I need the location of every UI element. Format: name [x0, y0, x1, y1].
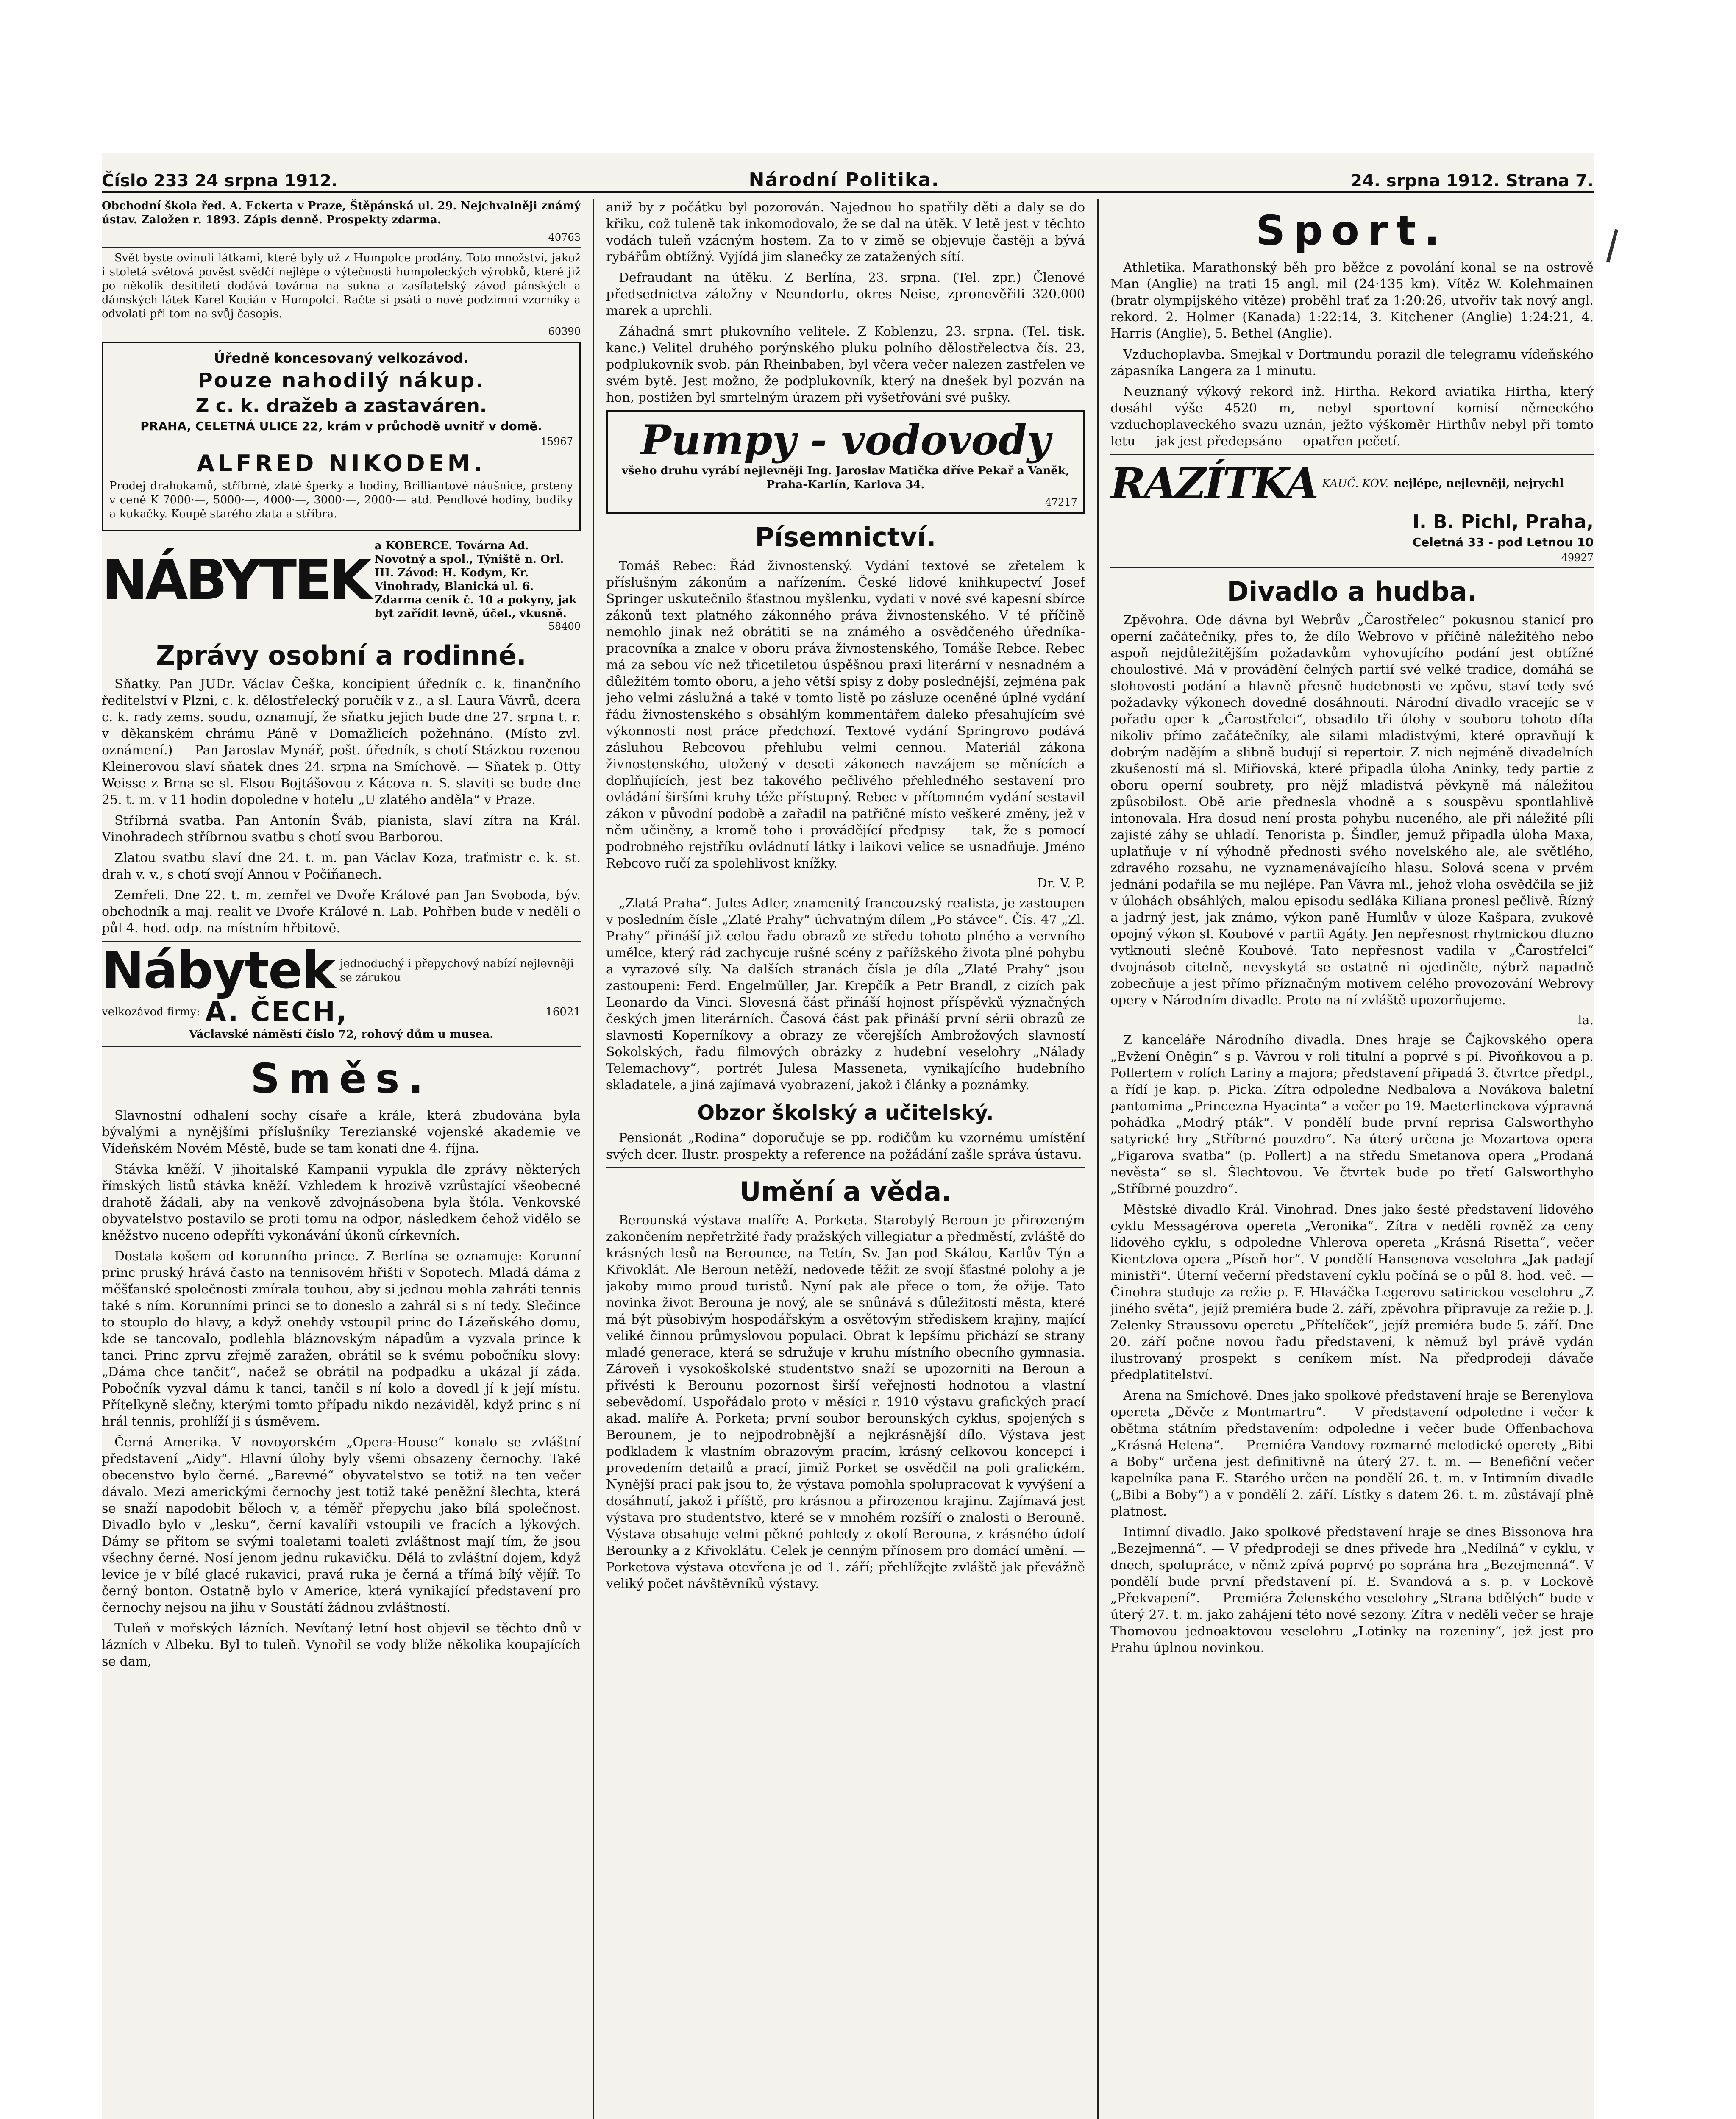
ad2-addr: Václavské náměstí číslo 72, rohový dům u musea.: [189, 1028, 494, 1041]
section-heading-sport: Sport.: [1256, 207, 1448, 254]
ad-school: [102, 199, 581, 243]
section-heading-misc: Směs.: [250, 1055, 432, 1102]
column-2: [606, 199, 1085, 2119]
theater-paragraph: Z kanceláře Národního divadla. Dnes hraje se Čajkovského opera „Evžení Oněgin“ s p. Vávrou v roli titulní a poprvé s pí. Pivoňkovou a p. Pollertem v rolích Lariny a majora; představení připadá 3. čtvrtce předpl., a řídí je kap. p. Picka. Zítra odpoledne Nedbalova a Novákova baletní pantomima „Princezna Hyacinta“ a večer po 19. Maeterlinckova výpravná pohádka „Modrý pták“. V pondělí bude první reprisa Galsworthyho satyrické hry „Stříbrné pouzdro“. Na úterý určena je Mozartova opera „Figarova svatba“ (p. Pollert) a na středu Smetanova opera „Prodaná nevěsta“ se sl. Šlechtovou. Ve čtvrtek bude po třetí Galsworthyho „Stříbrné pouzdro“.: [1110, 1033, 1594, 1196]
ad-number: 58400: [548, 620, 581, 632]
newspaper-page: [102, 153, 1594, 2119]
theater-paragraph: Zpěvohra. Ode dávna byl Webrův „Čarostřelec“ pokusnou stanicí pro operní začátečníky, přes to, že dílo Webrovo v příčině náležitého nebo aspoň nejdůležitějším požadavkům vyhovujícího podání jest obtížné choulostivé. Má v provádění čelných partií své velké tradice, domáhá se slohovosti podání a hlavně přesně hudebnosti ve zpěvu, staví tedy své požadavky výkonech dovedné dosáhnouti. Národní divadlo vracejíc se v pořadu oper k „Čarostřelci“, obsadilo tři úlohy v souboru tohoto díla nikoliv přímo začátečníky, ale silami mladistvými, které opravňují k dobrým nadějím a slibně budují si repertoir. Z nich nejméně divadelních zkušeností má sl. Miřiovská, které připadla úloha Aninky, tedy partie z oboru operní soubrety, pro nějž mladistvá pěvkyně má náležitou způsobilost. Obě arie přednesla vhodně a s souspěvu spontlahlivě intonovala. Hra dosud není prosta pohybu nuceného, ale při náležité píli zajisté záhy se uhladí. Tenorista p. Šindler, jemuž připadla úloha Maxa, uplatňuje v ní výhodně přednosti svého novelského ale, ale světlého, zdravého rozsahu, ne vyznamenávajícího hlasu. Solová scena v prvém jednání podařila se mu nejlépe. Pan Vávra ml., jehož vloha osvědčila se již v úlohách obsáhlých, malou episodu sedláka Kiliana pronesl pečlivě. Řízný a jadrný jest, jak známo, výkon paně Humlův v úloze Kašpara, zvukově opojný výkon sl. Koubové v partii Agáty. Jen nepřesnost rhytmickou dluzno vytknouti slečně Koubové. Tato nepřesnost vadila v „Čarostřelci“ dvojnásob citelně, nevyskytá se ostatně ni ojediněle, nýbrž napadně zobecňuje a jest přímo příznačným motivem celého provozování Webrovy opery v Národním divadle. Proto na ní zvláště upozorňujeme.: [1110, 613, 1594, 1008]
ad-furniture-text: a KOBERCE. Továrna Ad. Novotný a spol., Týniště n. Orl. III. Závod: H. Kodym, Kr. Vinohrady, Blanická ul. 6. Zdarma ceník č. 10 a pokyny, jak byt zařídit levně, účel., vkusně.: [374, 539, 577, 620]
family-paragraph: Zemřeli. Dne 22. t. m. zemřel ve Dvoře Králové pan Jan Svoboda, býv. obchodník a maj. realit ve Dvoře Králové n. Lab. Pohřben bude v neděli o půl 4. hod. odp. na místním hřbitově.: [102, 888, 581, 936]
theater-paragraph: Městské divadlo Král. Vinohrad. Dnes jako šesté představení lidového cyklu Messagérova opereta „Veronika“. Zítra v neděli rovněž za ceny lidového cyklu, s odpoledne Vhlerova opereta „Krásná Risetta“, večer Kientzlova opera „Píseň hor“. V pondělí Hansenova veselohra „Jak padají ministři“. Úterní večerní představení cyklu počíná se o půl 8. hod. več. — Činohra studuje za režie p. F. Hlaváčka Legerovu satirickou veselohru „Z jiného světa“, jejíž premiéra bude 2. září, zpěvohra připravuje za režie p. J. Zelenky Straussovu operetu „Přítelíček“, jejíž premiéra bude 5. září. Dne 20. září počne novou řadu představení, k němuž byl právě vydán ilustrovaný prospekt s ceníkem míst. Na předprodeji dávače předplatitelství.: [1110, 1202, 1594, 1382]
column-rule: [1097, 199, 1099, 2119]
ad2-firm-pre: velkozávod firmy:: [102, 1005, 200, 1018]
ad-stamp-title: RAZÍTKA: [1110, 459, 1317, 509]
sport-paragraph: Neuznaný výkový rekord inž. Hirtha. Rekord aviatika Hirtha, který dosáhl výše 4520 m, nebyl sportovní komisí německého vzduchoplaveckého svazu uznán, ježto výškoměr Hirthův nebyl při tomto letu — jak jest předepsáno — opatřen pečetí.: [1110, 384, 1594, 449]
family-paragraph: Sňatky. Pan JUDr. Václav Češka, koncipient úředník c. k. finančního ředitelství v Plzni, c. k. dělostřelecký poručík v z., a sl. Laura Vávrů, dcera c. k. rady zems. soudu, oznamují, že sňatku jejich bude dne 27. srpna t. r. v děkanském chrámu Páně v Domažlicích požehnáno. (Místo zvl. oznámení.) — Pan Jaroslav Mynář, pošt. úředník, s chotí Stázkou rozenou Kleinerovou slaví sňatek dnes 24. srpna na Smíchově. — Sňatek p. Otty Weisse z Brna se sl. Elsou Bojtášovou z Kácova n. S. slaviti se bude dne 25. t. m. v 11 hodin dopoledne v hotelu „U zlatého anděla“ v Praze.: [102, 677, 581, 807]
news-paragraph: Defraudant na útěku. Z Berlína, 23. srpna. (Tel. zpr.) Členové předsednictva záložny v Neundorfu, okres Neise, zpronevěřili 320.000 marek a uprchli.: [606, 270, 1085, 318]
misc-paragraph: Slavnostní odhalení sochy císaře a krále, která zbudována byla bývalými a nynějšími příslušníky Terezianské vojenské akademie ve Vídeňském Novém Městě, bude se tam konati dne 4. října.: [102, 1108, 581, 1156]
ad-fabric-text: Svět byste ovinuli látkami, které byly už z Humpolce prodány. Toto množství, jakož i stoletá světová pověst svědčí nejlépe o výtečnosti humpoleckých výrobků, které již po několik desítiletí dodává továrna na sukna a zasílatelský závod pánských a dámských látek Karel Kocián v Humpolci. Račte si psáti o nové podzimní vzorníky a odvolati při tom na svůj časopis.: [102, 252, 581, 320]
sport-paragraph: Vzduchoplavba. Smejkal v Dortmundu porazil dle telegramu vídeňského zápasníka Langera za 1 minutu.: [1110, 347, 1594, 378]
ad-auction-line-1: Úředně koncesovaný velkozávod.: [214, 350, 469, 366]
divider: [102, 1046, 581, 1047]
theater-signature: —la.: [1565, 1013, 1594, 1028]
family-paragraph: Zlatou svatbu slaví dne 24. t. m. pan Václav Koza, traťmistr c. k. st. drah v. v., s chotí svojí Annou v Počiňanech.: [102, 851, 581, 882]
section-heading-art: Umění a věda.: [740, 1176, 951, 1207]
section-heading-family: Zprávy osobní a rodinné.: [156, 640, 526, 671]
column-rule: [593, 199, 594, 2119]
divider: [1110, 567, 1594, 568]
theater-paragraph: Arena na Smíchově. Dnes jako spolkové představení hraje se Berenylova opereta „Děvče z Montmartru“. — V představení odpoledne i večer k obětma státním představením: odpoledne i večer bude Offenbachova „Krásná Helena“. — Premiéra Vandovy rozmarné melodické operety „Bibi a Boby“ určena jest definitivně na úterý 27. t. m. — Benefiční večer kapelníka pana E. Starého určen na pondělí 26. t. m. v Intimním divadle („Bibi a Boby“) a v pondělí 2. září. Lístky s datem 26. t. m. zůstávají plně platnost.: [1110, 1388, 1594, 1519]
theater-paragraph: Intimní divadlo. Jako spolkové představení hraje se dnes Bissonova hra „Bezejmenná“. — V předprodeji se dnes přivede hra „Nedílná“ v cyklu, v dnech, spolupráce, v němž zpívá poprvé po soprána hra „Bezejmenná“. V pondělí bude první představení pí. E. Svandová a s. p. v Lockově „Překvapení“. — Premiéra Želenského veselohry „Strana bdělých“ bude v úterý 27. t. m. jako zahájení této nové sezony. Zítra v neděli večer se hraje Thomovou jednoaktovou veselohru „Lotinky na rozeniny“, jež jest pro Prahu úplnou novinkou.: [1110, 1525, 1594, 1655]
ad-number: 40763: [548, 231, 581, 243]
ad-furniture-title: NÁBYTEK: [102, 548, 370, 612]
misc-paragraph: Černá Amerika. V novoyorském „Opera-House“ konalo se zvláštní představení „Aidy“. Hlavní úlohy byly všemi obsazeny černochy. Také obecenstvo bylo černé. „Barevné“ obyvatelstvo se totiž na ten večer dávalo. Mezi americkými černochy jest totiž také peněžní šlechta, která se snaží napodobit běloch v, a téměř přepychu jako bílá společnost. Divadlo bylo v „lesku“, černí kavalíři vstoupili ve fracích a lýkových. Dámy se přitom se svými toaletami toaleti zvláštnost mají tím, že jsou všechny černé. Nosí jenom jednu rukavičku. Dělá to zvláštní dojem, když levice je v bílé glacé rukavici, pravá ruka je černá a třímá bílý vějíř. To černý bonton. Ostatně bylo v Americe, která vynikající představení pro černochy nejsou na jihu v Soustátí žádnou zvláštností.: [102, 1435, 581, 1615]
ad-number: 47217: [1045, 496, 1077, 508]
lit-signature: Dr. V. P.: [1037, 876, 1085, 891]
family-paragraph: Stříbrná svatba. Pan Antonín Šváb, pianista, slaví zítra na Král. Vinohradech stříbrnou svatbu s chotí svou Barborou.: [102, 813, 581, 845]
ad-number: 49927: [1561, 552, 1594, 564]
misc-paragraph: Dostala košem od korunního prince. Z Berlína se oznamuje: Korunní princ pruský hrává často na tennisovém hřišti v Sopotech. Mladá dáma z měšťanské společnosti zmírala touhou, aby si jednou mohla zahráti tennis také s ním. Korunními princi se to doneslo a zahrál si s ní tedy. Slečince to stouplo do hlavy, a když onehdy vstoupil princ do Lázeňského domu, kde se tancovalo, podlehla bláznovským nápadům a vyzvala prince k tanci. Princ zprvu zřejmě zaražen, obrátil se k svému pobočníku slovy: „Dáma chce tančit“, načež se obrátil na podpadku a ukázal jí záda. Pobočník vyzval dámu k tanci, tančil s ní kolo a dovedl jí k její místu. Přítelkyně slečny, kterými tomto případu nikdo nezáviděl, když princ s ní hrál tennis, prohlíží ji s úsměvem.: [102, 1249, 581, 1429]
lit-paragraph: Tomáš Rebec: Řád živnostenský. Vydání textové se zřetelem k příslušným zákonům a nařízením. České lidové knihkupectví Josef Springer uskutečnilo šťastnou myšlenku, vydati v nové své kapesní sbírce zákonů text platného zákonného práva živnostenského. V té příčině nemohlo jinak než obrátiti se na známého a osvědčeného úředníka-pracovníka a znalce v oboru práva živnostenského, Tomáše Rebce. Rebec má za sebou víc než třicetiletou úspěšnou praxi literární v nesnadném a důležitém tomto oboru, a jeho větší spisy z doby poslednější, zejména pak jeho velmi záslužná a také v tomto listě po zásluze oceněné úplné vydání řádu živnostenského s obsáhlým kommentářem daleko přesahujícím své výkonnosti nost práce předchozí. Textové vydání Springrovo podává zásluhou Rebcovou přehlubu velmi cennou. Materiál zákona živnostenského, uložený v deseti zákonech navzájem se měnících a doplňujících, jest bez takového pečlivého přehledného sestavení pro ovládání širšími kruhy téže přístupný. Rebec v přítomném vydání sestavil zákon v původní podobě a zařadil na patřičné místo veškeré změny, jež v něm učiněny, a kromě toho i provádějící předpisy — tak, že s pomocí podrobného rejstříku ovládnutí látky i laikovi velice se usnadňuje. Jméno Rebcovo ručí za spolehlivost knížky.: [606, 559, 1085, 871]
header-page: 24. srpna 1912. Strana 7.: [1350, 171, 1594, 191]
ad-auction: [102, 342, 581, 531]
ad-stamp-firm: I. B. Pichl, Praha,: [1412, 511, 1594, 533]
header-issue: Číslo 233 24 srpna 1912.: [102, 171, 338, 191]
masthead-title: Národní Politika.: [748, 169, 940, 191]
page-header: [102, 153, 1594, 193]
ad-pumps-text: všeho druhu vyrábí nejlevněji Ing. Jaroslav Matička dříve Pekař a Vaněk, Praha-Karlín, Karlova 34.: [621, 464, 1070, 491]
ad-number: 16021: [545, 1005, 581, 1018]
divider: [102, 247, 581, 248]
ad-fabric: [102, 251, 581, 337]
ad-school-text: Obchodní škola řed. A. Eckerta v Praze, Štěpánská ul. 29. Nejchvalněji známý ústav. Založen r. 1893. Zápis denně. Prospekty zdarma.: [102, 200, 581, 226]
column-1: [102, 199, 581, 2119]
ad-pumps: [606, 410, 1085, 514]
ad-pumps-title: Pumpy - vodovody: [640, 416, 1051, 464]
ad2-title: Nábytek: [102, 941, 335, 1000]
ad-stamp-small: KAUČ. KOV.: [1322, 477, 1388, 490]
ad2-side: jednoduchý i přepychový nabízí nejlevněji se zárukou: [340, 957, 574, 984]
misc-paragraph: Stávka kněží. V jihoitalské Kampanii vypukla dle zprávy některých římských listů stávka kněží. Vzhledem k hrozivě vzrůstající všeobecné drahotě žádali, aby na venkově zdvojnásobena byla štóla. Venkovské obyvatelstvo postavilo se proti tomu na odpor, následkem čehož vidělo se kněžstvo nuceno odepříti vykonávání úkonů církevních.: [102, 1162, 581, 1243]
ad2-firm: A. ČECH,: [205, 996, 348, 1028]
section-heading-theater: Divadlo a hudba.: [1227, 576, 1477, 607]
ad-stamp-text: nejlépe, nejlevněji, nejrychl: [1393, 477, 1564, 490]
section-heading-school: Obzor školský a učitelský.: [697, 1101, 994, 1125]
ad-number: 60390: [548, 325, 581, 337]
article-continuation: aniž by z počátku byl pozorován. Najednou ho spatřily děti a daly se do křiku, což tuleně tak inkomodovalo, že se dal na útěk. V letě jest v těchto vodách tuleň vzácným hostem. Za to v zimě se objevuje častěji a bývá rybářům obtížný. Vyjídá jim slanečky ze zatažených sítí.: [606, 200, 1085, 264]
ad-stamps: [1110, 459, 1594, 564]
divider: [1110, 454, 1594, 455]
lit-paragraph: „Zlatá Praha“. Jules Adler, znamenitý francouzský realista, je zastoupen v posledním čísle „Zlaté Prahy“ úchvatným dílem „Po stávce“. Čís. 47 „Zl. Prahy“ přináší již celou řadu obrazů ze středu tohoto plného a vervního umělce, který rád zachycuje rušné scény z pařížského života plné pohybu a vyrazové síly. Na dalších stranách čísla je díla „Zlaté Prahy“ jsou zastoupeni: Ferd. Engelmüller, Jar. Krepčík a Petr Brandl, z cizích pak Leonardo da Vinci. Slovesná část přináší hojnost příspěvků význačných českých jmen literárních. Časová část pak přináší první sérii obrazů ze slavnosti Koperníkovy a obrazy ze včerejších Ambrožových slavností Sokolských, řadu filmových obrázky z hudební veselohry „Nálady Telemachovy“, portrét Julesa Masseneta, vynikajícího hudebního skladatele, a jiná zajímavá vyobrazení, jakož i články a poznámky.: [606, 896, 1085, 1093]
ad-furniture: [102, 539, 581, 632]
art-paragraph: Berounská výstava malíře A. Porketa. Starobylý Beroun je přirozeným zakončením nepřetržité řady pražských villegiatur a předměstí, zvláště do krásných lesů na Berounce, na Tetín, Sv. Jan pod Skálou, Karlův Týn a Křivoklát. Ale Beroun netěží, nedovede těžit ze svojí šťastné polohy a je jakoby mimo proud turistů. Nyní pak ale přece o tom, že ožije. Tato novinka život Berouna je nový, ale se snůnává s důležitostí města, které má být působivým hospodářským a osvětovým střediskem krajiny, mající veliké činnou průmyslovou populaci. Obrat k lepšímu přichází se strany mladé generace, která se sdružuje v kruhu místního obecního gymnasia. Zároveň i vysokoškolské studentstvo snaží se upozorniti na Beroun a přivésti k Berounu pozornost širší veřejnosti hodnotou a vlastní sebevědomí. Uspořádalo proto v měsíci r. 1910 výstavu grafických prací akad. malíře A. Porketa; první soubor berounských cyklus, spojených s Berounem, je to nejpodrobnější a nejkrásnější dílo. Výstava jest podkladem k vlastním obrazovým pracím, krásný celkovou koncepcí i provedením detailů a prací, jimiž Porket se osvědčil na poli grafickém. Nynější prací pak jsou to, že výstava pomohla spolupracovat k vyvýšení a dosáhnutí, jakož i příště, pro krásnou a přirozenou krajinu. Zajímavá jest výstava pro studentstvo, které se v mnohém rozšíří o znalosti o Berouně. Výstava obsahuje velmi pěkné pohledy z okolí Berouna, z krásného údolí Berounky a z Křivoklátu. Celek je cenným přínosem pro domácí umění. — Porketova výstava otevřena je od 1. září; přehlížejte zvláště jak převážně veliký počet návštěvníků výstavy.: [606, 1213, 1085, 1591]
news-paragraph: Záhadná smrt plukovního velitele. Z Koblenzu, 23. srpna. (Tel. tisk. kanc.) Velitel druhého porýnského pluku polního dělostřelectva čís. 23, podplukovník svob. pán Rheinbaben, byl včera večer nalezen zastřelen ve svém bytě. Jest možno, že podplukovník, který na dnešek byl pozván na hon, postižen byl smrtelným úrazem při vyšetřování své pušky.: [606, 324, 1085, 405]
divider: [606, 1167, 1085, 1168]
ad-auction-line-4: PRAHA, CELETNÁ ULICE 22, krám v průchodě uvnitř v domě.: [140, 419, 542, 433]
section-heading-literature: Písemnictví.: [755, 522, 936, 553]
column-3: [1110, 199, 1594, 2119]
ad-auction-text: Prodej drahokamů, stříbrné, zlaté šperky a hodiny, Brilliantové náušnice, prsteny v ceně K 7000·—, 5000·—, 4000·—, 3000·—, 2000·— atd. Pendlové hodiny, budíky a kukačky. Koupě starého zlata a stříbra.: [109, 480, 573, 520]
ad-auction-name: ALFRED NIKODEM.: [197, 450, 486, 477]
school-paragraph: Pensionát „Rodina“ doporučuje se pp. rodičům ku vzornému umístění svých dcer. Ilustr. prospekty a reference na požádání zašle správa ústavu.: [606, 1131, 1085, 1162]
ad-number: 15967: [540, 436, 573, 448]
ad-auction-line-3: Z c. k. dražeb a zastaváren.: [195, 395, 487, 417]
misc-paragraph: Tuleň v mořských lázních. Nevítaný letní host objevil se těchto dnů v lázních v Albeku. Byl to tuleň. Vynořil se vody blíže několika koupajících se dam,: [102, 1621, 581, 1669]
sport-paragraph: Athletika. Marathonský běh pro běžce z povolání konal se na ostrově Man (Anglie) na trati 15 angl. mil (24·135 km). Vítěz W. Kolehmainen (bratr olympijského vítěze) proběhl trať za 1:20:26, utvořiv tak nový angl. rekord. 2. Holmer (Kanada) 1:22:14, 3. Kitchener (Anglie) 1:24:21, 4. Harris (Anglie), 5. Bethel (Anglie).: [1110, 260, 1594, 341]
ad-auction-line-2: Pouze nahodilý nákup.: [198, 369, 485, 392]
margin-mark: [1606, 229, 1618, 262]
ad-stamp-addr: Celetná 33 - pod Letnou 10: [1412, 535, 1594, 549]
ad-nabytek-cech: [102, 941, 581, 1042]
